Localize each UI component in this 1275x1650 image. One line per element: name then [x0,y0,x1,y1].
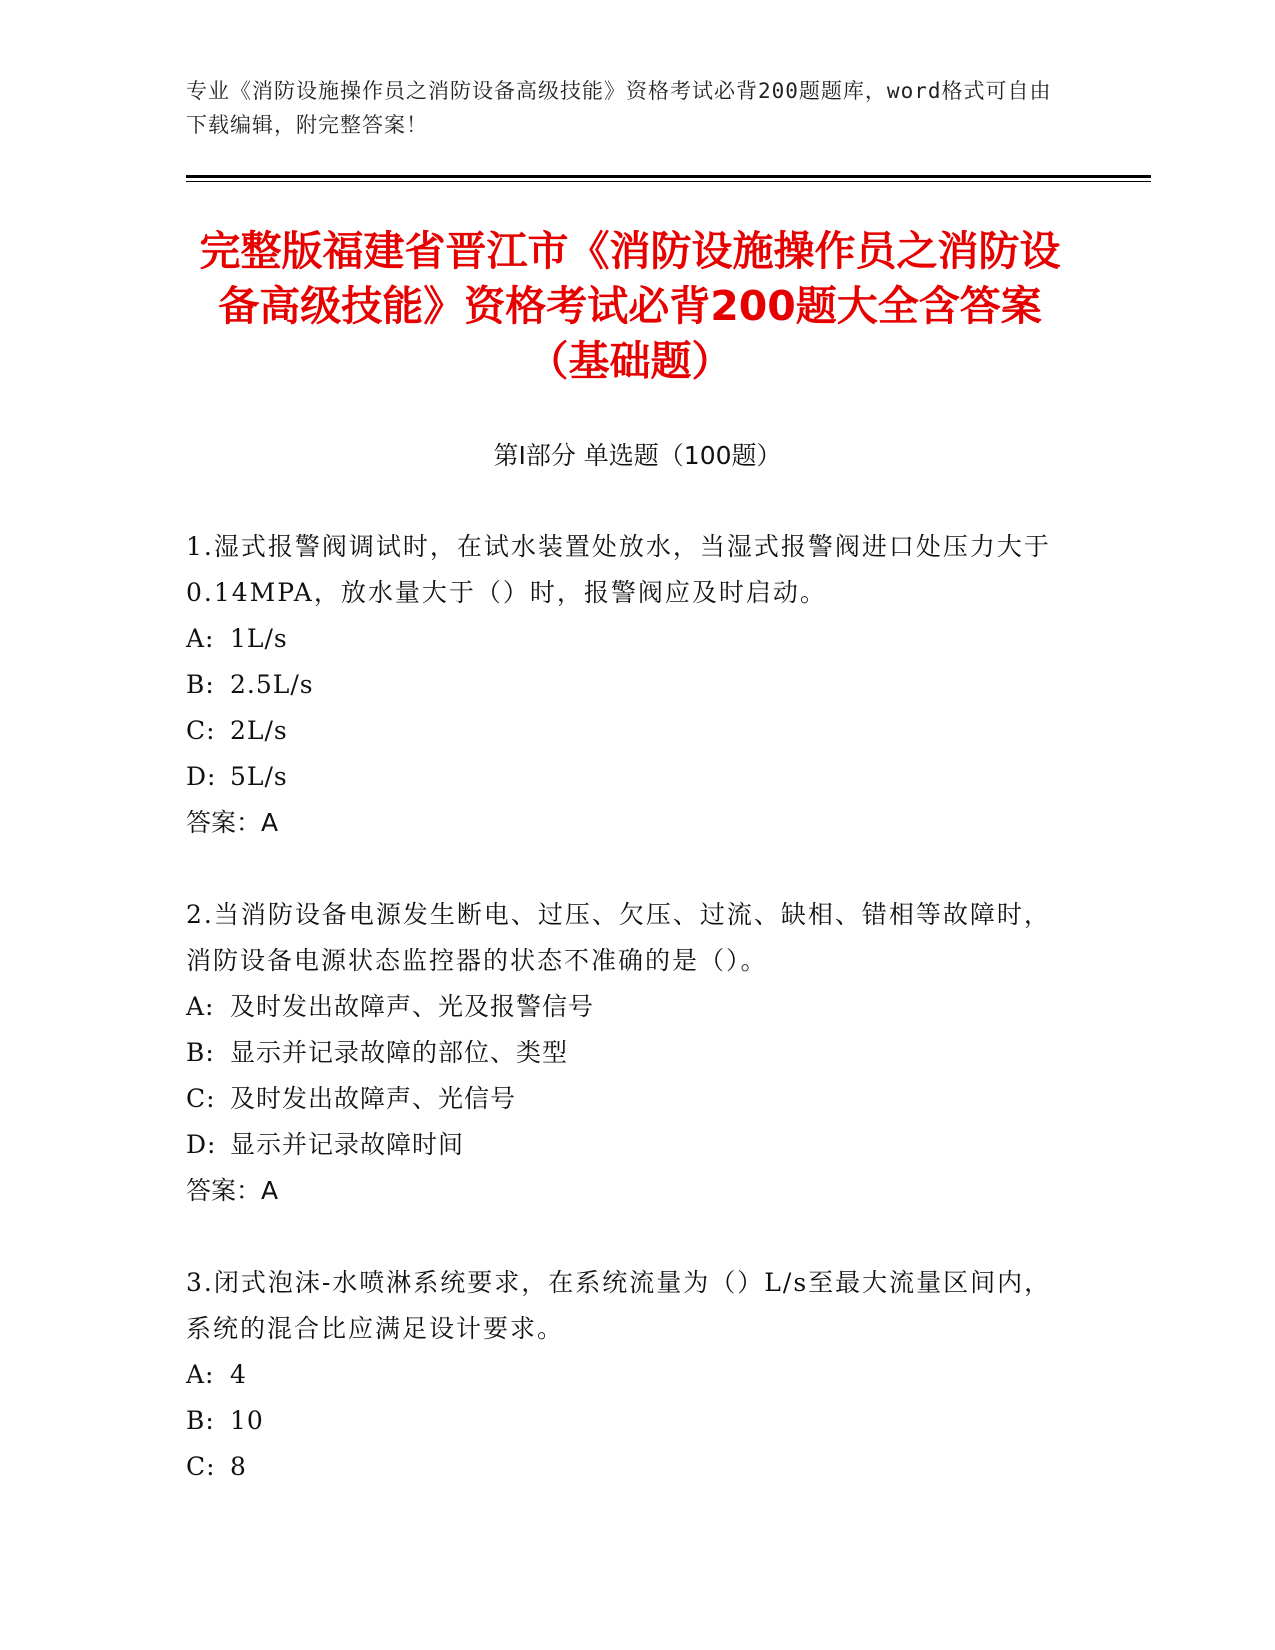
header-rule-thick [186,175,1151,178]
option-text: 2L/s [230,716,288,745]
answer-line: 答案：A [186,1176,279,1205]
question-stem: 2.当消防设备电源发生断电、过压、欠压、过流、缺相、错相等故障时，消防设备电源状态监控器的状态不准确的是（）。 [186,900,1051,975]
option-text: 2.5L/s [230,670,314,699]
option-letter: C: [186,716,216,745]
option-text: 1L/s [230,624,288,653]
option-b [186,1398,1066,1444]
option-letter: D: [186,762,217,791]
section-heading: 第Ⅰ部分 单选题（100题） [493,441,782,470]
option-b [186,662,1066,708]
option-text: 显示并记录故障的部位、类型 [230,1038,569,1067]
option-text: 8 [230,1452,247,1481]
option-letter: B: [186,1038,215,1067]
option-text: 显示并记录故障时间 [230,1130,465,1159]
option-d [186,1122,1066,1168]
option-letter: A: [186,624,215,653]
option-text: 4 [230,1360,247,1389]
question-stem: 1.湿式报警阀调试时，在试水装置处放水，当湿式报警阀进口处压力大于0.14MPA，放水量大于（）时，报警阀应及时启动。 [186,532,1051,607]
option-c [186,708,1066,754]
option-letter: B: [186,670,215,699]
option-letter: D: [186,1130,217,1159]
question-item [186,892,1066,1214]
option-c [186,1444,1066,1490]
header-rule-thin [186,181,1151,182]
question-item [186,1260,1066,1490]
option-letter: C: [186,1452,216,1481]
option-b [186,1030,1066,1076]
option-a [186,984,1066,1030]
option-letter: B: [186,1406,215,1435]
header-note: 专业《消防设施操作员之消防设备高级技能》资格考试必背200题题库，word格式可自由下载编辑，附完整答案！ [186,79,1052,137]
option-text: 5L/s [230,762,288,791]
option-a [186,1352,1066,1398]
option-letter: A: [186,992,215,1021]
option-c [186,1076,1066,1122]
document-title: 完整版福建省晋江市《消防设施操作员之消防设备高级技能》资格考试必背200题大全含答案（基础题） [199,227,1061,385]
question-stem: 3.闭式泡沫-水喷淋系统要求，在系统流量为（）L/s至最大流量区间内，系统的混合比应满足设计要求。 [186,1268,1052,1343]
option-letter: A: [186,1360,215,1389]
question-item [186,524,1066,846]
option-a [186,616,1066,662]
option-text: 及时发出故障声、光信号 [230,1084,517,1113]
option-letter: C: [186,1084,216,1113]
answer-line: 答案：A [186,808,279,837]
option-d [186,754,1066,800]
question-list [186,524,1066,1536]
option-text: 10 [230,1406,264,1435]
option-text: 及时发出故障声、光及报警信号 [230,992,595,1021]
